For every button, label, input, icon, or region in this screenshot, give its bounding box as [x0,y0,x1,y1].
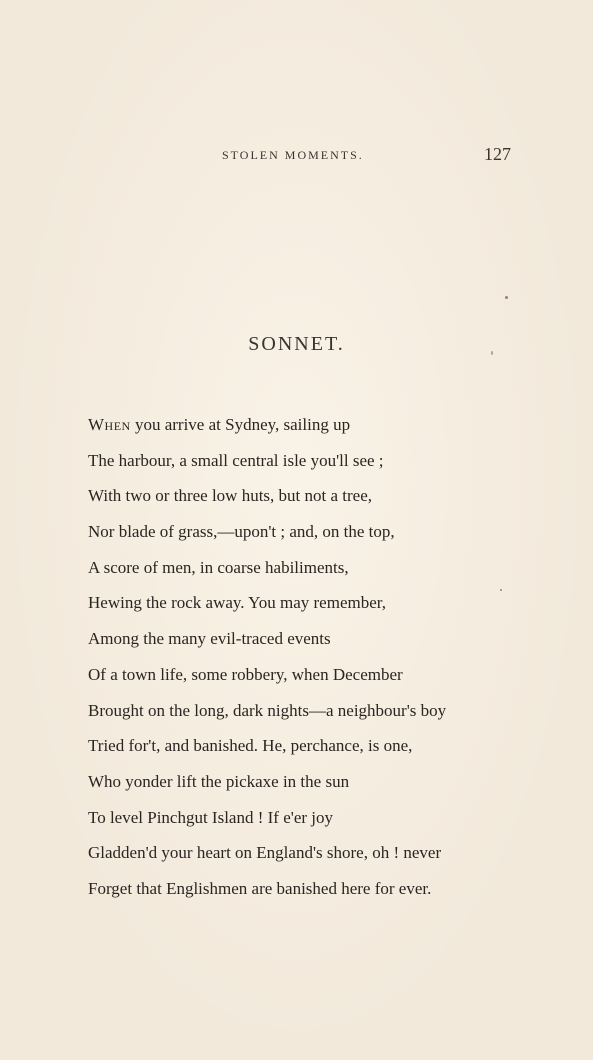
poem-line: To level Pinchgut Island ! If e'er joy [88,807,333,827]
running-title: STOLEN MOMENTS. [222,148,364,162]
poem-line: Hewing the rock away. You may remember, [88,593,386,613]
poem-first-word: When [88,415,131,434]
poem-line: Who yonder lift the pickaxe in the sun [88,771,350,791]
poem-line: Among the many evil-traced events [88,629,331,649]
poem-line: A score of men, in coarse habiliments, [88,557,349,577]
poem-line: Of a town life, some robbery, when December [88,664,403,684]
poem-line: Forget that Englishmen are banished here for ever. [88,878,432,898]
poem-line [88,411,548,447]
paper-speck [491,351,493,355]
poem-line-text: you arrive at Sydney, sailing up [130,415,351,434]
paper-speck [500,589,502,591]
poem-line: With two or three low huts, but not a tree, [88,486,373,506]
poem-line: The harbour, a small central isle you'll see ; [88,450,384,470]
poem-body [88,411,548,911]
poem-line: Gladden'd your heart on England's shore, oh ! never [88,843,442,863]
page-number: 127 [484,144,511,164]
paper-speck [505,296,508,299]
poem-title: SONNET. [248,333,345,355]
poem-line: Tried for't, and banished. He, perchance, is one, [88,736,413,756]
poem-line: Nor blade of grass,—upon't ; and, on the top, [88,522,395,542]
poem-line: Brought on the long, dark nights—a neighbour's boy [88,700,447,720]
